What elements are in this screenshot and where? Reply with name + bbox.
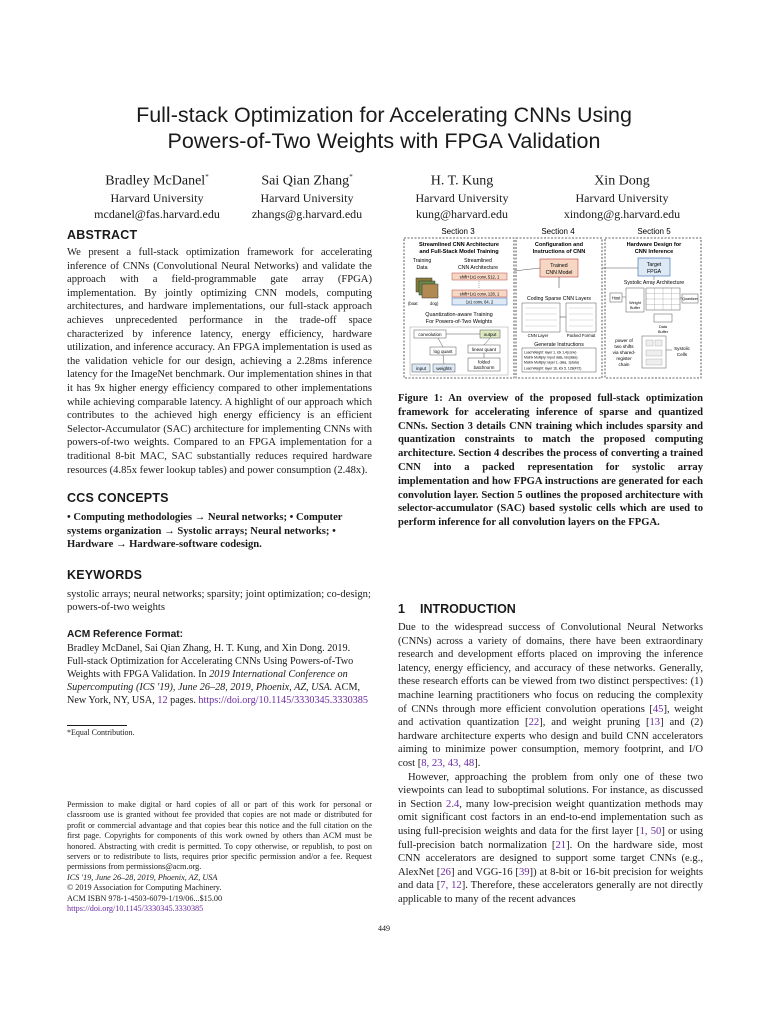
acm-reference-text: Bradley McDanel, Sai Qian Zhang, H. T. Kung, and Xin Dong. 2019. Full-stack Optimization for Accelerating CNNs Using Powers-of-Two Weights with FPGA Validation. In 2019 International Conference on Supercomputing (ICS '19), June 26–28, 2019, Phoenix, AZ, USA. ACM, New York, NY, USA, 12 pages. https://doi.org/10.1145/3330345.3330385: [67, 643, 368, 707]
acm-reference-heading: ACM Reference Format:: [67, 629, 184, 641]
author-block: [72, 169, 242, 222]
data-buffer-box: [654, 314, 672, 322]
instruction-line: Load Weight: layer 1, idx 1,4(conv): [524, 350, 577, 355]
cnn-layer-matrix: [522, 303, 560, 332]
citation-link[interactable]: 39: [518, 866, 530, 878]
paper-title: [60, 102, 708, 154]
s3-training-label-1: Training: [412, 258, 432, 264]
s3-dog-label: dog): [430, 301, 439, 306]
footnote-block: [67, 725, 372, 738]
s5-cells-label-2: Cells: [676, 352, 688, 357]
permission-copyright: © 2019 Association for Computing Machinery.: [67, 883, 222, 893]
s3-input-label: input: [416, 366, 426, 371]
s5-weight-buffer-2: Buffer: [629, 306, 641, 310]
author-block: [222, 169, 392, 222]
figure-1: [398, 226, 703, 381]
flow-arrow: [484, 338, 490, 345]
citation-link[interactable]: 21: [555, 839, 567, 851]
intro-paragraph-1: Due to the widespread success of Convolutional Neural Networks (CNNs) across a variety of domains, there have been extraordinary research and development efforts placed on improving the inference latency, energy efficiency, and accuracy of these networks. Generally, these research efforts can be viewed from two distinct perspectives: (1) machine learning practitioners who focus on reducing the complexity of CNNs through more efficient convolution operations [45], weight and activation quantization [22], and weight pruning [13] and (2) hardware architecture experts who design and build CNN accelerators aiming to minimize power consumption, memory footprint, and I/O cost [8, 23, 43, 48].: [398, 622, 704, 769]
permission-venue: ICS '19, June 26–28, 2019, Phoenix, AZ, USA: [67, 872, 218, 882]
introduction-heading: [398, 602, 703, 616]
author-affiliation: Harvard University: [415, 190, 509, 205]
s3-weights-label: weights: [436, 366, 452, 371]
s5-data-buffer-2: Buffer: [657, 330, 669, 334]
ccs-text: • Computing methodologies → Neural networks; • Computer systems organization → Systolic arrays; Neural networks; • Hardware → Hardware-software codesign.: [67, 512, 343, 551]
keywords-heading: KEYWORDS: [67, 567, 143, 582]
s5-target-label-1: Target: [646, 262, 662, 268]
author-name: Sai Qian Zhang: [261, 173, 350, 189]
footnote-text: *Equal Contribution.: [67, 728, 135, 738]
section-title: INTRODUCTION: [420, 602, 516, 616]
title-line-2: Powers-of-Two Weights with FPGA Validation: [167, 129, 601, 153]
packed-format-matrix: [566, 303, 596, 332]
citation-link[interactable]: 22: [528, 717, 540, 729]
citation-link[interactable]: 8, 23, 43, 48: [421, 757, 475, 769]
s4-generate-label: Generate Instructions: [534, 342, 584, 348]
s5-weight-buffer-1: Weight: [629, 301, 641, 305]
s5-power-label: via shared-: [612, 350, 636, 355]
instruction-line: Matrix Multiply: layer 1, data, 1(data): [524, 360, 579, 365]
citation-link[interactable]: 26: [440, 866, 451, 878]
register-icon: [655, 340, 662, 346]
author-affiliation: Harvard University: [575, 190, 669, 205]
s5-target-label-2: FPGA: [646, 269, 662, 275]
section-number: 1: [398, 602, 405, 616]
intro-paragraph-2: However, approaching the problem from only one of these two viewpoints can lead to suboptimal solutions. For instance, as discussed in Section 2.4, many low-precision weight quantization methods may omit significant cost factors in an end-to-end implementation such as using full-precision weights and data for the first layer [1, 50] or using full-precision batch normalization [21]. On the hardware side, most CNN accelerators are designed to support some target CNNs (e.g., AlexNet [26] and VGG-16 [39]) at 8-bit or 16-bit precision for weights and data [7, 12]. Therefore, these accelerators generally are not directly applicable to many of the recent advances: [398, 771, 704, 905]
overview-diagram: [398, 226, 703, 381]
citation-link[interactable]: 45: [652, 703, 664, 715]
permission-block: [67, 800, 372, 914]
layer-label: shift+1x1 conv, 128, 1: [459, 291, 500, 297]
s4-packed-label: Packed Format: [566, 333, 596, 338]
s5-data-buffer-1: Data: [658, 325, 668, 329]
equal-contribution-mark: *: [205, 173, 209, 181]
s3-folded-label-2: batchnorm: [473, 365, 495, 370]
instruction-line: Matrix Multiply: input data, idx(data): [524, 355, 578, 360]
permission-doi-link[interactable]: https://doi.org/10.1145/3330345.3330385: [67, 904, 204, 914]
page-count-link[interactable]: 12: [157, 695, 168, 707]
selector-icon: [646, 350, 662, 356]
s4-coding-label: Coding Sparse CNN Layers: [526, 296, 592, 302]
s4-title-line-1: Configuration and: [534, 242, 584, 248]
acm-reference: [67, 629, 372, 707]
author-email: xindong@g.harvard.edu: [563, 206, 681, 221]
accumulator-icon: [646, 359, 662, 365]
section-4-label: Section 4: [541, 227, 575, 236]
flow-arrow: [514, 268, 540, 271]
author-affiliation: Harvard University: [110, 190, 204, 205]
s3-folded-label-1: folded: [478, 359, 490, 365]
citation-link[interactable]: 7, 12: [440, 880, 462, 892]
s5-power-label: power of: [615, 338, 633, 343]
footnote-rule: [67, 725, 127, 726]
doi-link[interactable]: https://doi.org/10.1145/3330345.3330385: [198, 695, 368, 707]
s5-host-label: Host: [611, 295, 621, 301]
s3-output-label: output: [483, 332, 497, 337]
introduction-section: [398, 602, 703, 906]
abstract-heading: ABSTRACT: [67, 228, 138, 242]
s5-title-line-1: Hardware Design for: [626, 242, 682, 248]
s3-quant-label-2: For Powers-of-Two Weights: [425, 319, 493, 325]
s3-boat-label: (boat: [408, 301, 418, 306]
s3-linear-quant-label: linear quant: [471, 347, 497, 352]
abstract-text: We present a full-stack optimization framework for accelerating inference of CNNs (Convolutional Neural Networks) and validate the approach with a field-programmable gate array (FPGA) implementation. By jointly optimizing CNN models, computing architectures, and hardware implementations, our full-stack approach achieves unprecedented performance in the trade-off space characterized by inference latency, energy efficiency, hardware utilization, and inference accuracy. An FPGA implementation is used as the validation vehicle for our design, achieving a 2.28ms inference latency for the ImageNet benchmark. Our implementation shines in that it has 9x higher energy efficiency compared to other implementations while achieving comparable latency. A highlight of our approach which contributes to the achieved high energy efficiency is an efficient Selector-Accumulator (SAC) architecture for implementing CNNs with powers-of-two weights. Compared to an FPGA implementation for a traditional 8-bit MAC, SAC substantially reduces required hardware resources (4.85x fewer lookup tables) and power consumption (2.48x).: [67, 247, 372, 476]
figure-caption-block: [398, 392, 703, 530]
equal-contribution-mark: *: [349, 173, 353, 181]
s4-trained-label-2: CNN Model: [545, 270, 573, 276]
training-image-icon: [422, 284, 438, 298]
page-number: 449: [378, 924, 390, 933]
s5-power-label: register: [616, 356, 632, 361]
left-column: [67, 228, 372, 738]
register-icon: [646, 340, 653, 346]
keywords-text: systolic arrays; neural networks; sparsity; joint optimization; co-design; powers-of-two weights: [67, 588, 371, 614]
author-name: H. T. Kung: [430, 173, 494, 189]
figure-caption: Figure 1: An overview of the proposed full-stack optimization framework for accelerating inference of sparse and quantized CNNs. Section 3 details CNN training which includes sparsity and quantization constraints to match the proposed computing architecture. Section 4 describes the process of converting a trained CNN into a packed representation for systolic array implementation and how FPGA instructions are generated for each convolution layer. Section 5 outlines the proposed architecture with selector-accumulator (SAC) based systolic cells which are used to perform inference for all convolution layers on the FPGA.: [398, 393, 703, 529]
permission-isbn: ACM ISBN 978-1-4503-6079-1/19/06...$15.00: [67, 893, 223, 903]
citation-link[interactable]: 1, 50: [639, 825, 662, 837]
author-name: Xin Dong: [594, 173, 650, 189]
s3-streamlined-label-2: CNN Architecture: [457, 265, 499, 271]
instruction-line: Load Weight: layer 16, idx 5, 128(472): [524, 366, 582, 371]
author-block: [537, 169, 707, 222]
s3-convolution-label: convolution: [418, 332, 442, 337]
permission-text: Permission to make digital or hard copies of all or part of this work for personal or classroom use is granted without fee provided that copies are not made or distributed for profit or commercial advantage and that copies bear this notice and the full citation on the first page. Copyrights for components of this work owned by others than ACM must be honored. Abstracting with credit is permitted. To copy otherwise, or republish, to post on servers or to redistribute to lists, requires prior specific permission and/or a fee. Request permissions from permissions@acm.org.: [67, 800, 372, 872]
s5-title-line-2: CNN Inference: [634, 249, 674, 255]
s5-quantizer-label: Quantizer: [682, 297, 698, 301]
s4-trained-label-1: Trained: [550, 263, 568, 269]
s3-quant-label-1: Quantization-aware Training: [425, 312, 493, 318]
citation-link[interactable]: 13: [649, 717, 661, 729]
title-line-1: Full-stack Optimization for Accelerating CNNs Using: [136, 103, 632, 127]
author-block: [377, 169, 547, 222]
s3-training-label-2: Data: [416, 265, 428, 271]
s3-title-line-1: Streamlined CNN Architecture: [419, 242, 499, 248]
s3-log-quant-label: log quant: [433, 349, 453, 354]
s4-title-line-2: Instructions of CNN: [532, 249, 586, 255]
s5-power-label: chain: [618, 362, 630, 367]
s5-cells-label-1: Systolic: [674, 346, 690, 351]
s3-streamlined-label-1: Streamlined: [464, 258, 492, 264]
author-email: zhangs@g.harvard.edu: [251, 206, 363, 221]
layer-label: 1x1 conv, 64, 2: [465, 299, 494, 305]
author-affiliation: Harvard University: [260, 190, 354, 205]
s5-systolic-label: Systolic Array Architecture: [623, 280, 685, 286]
s4-cnn-layer-label: CNN Layer: [527, 333, 549, 338]
author-name: Bradley McDanel: [105, 173, 206, 189]
acm-reference-venue: 2019 International Conference on Supercomputing (ICS '19), June 26–28, 2019, Phoenix, AZ, USA.: [67, 669, 348, 694]
s3-title-line-2: and Full-Stack Model Training: [419, 249, 499, 255]
section-link[interactable]: 2.4: [446, 798, 460, 810]
author-email: mcdanel@fas.harvard.edu: [94, 206, 220, 221]
flow-arrow: [443, 355, 444, 364]
author-email: kung@harvard.edu: [415, 206, 509, 221]
section-5-label: Section 5: [637, 227, 671, 236]
ccs-heading: CCS CONCEPTS: [67, 491, 169, 506]
s5-power-label: two shifts: [614, 344, 634, 349]
layer-label: shift+1x1 conv, 512, 1: [459, 274, 500, 280]
flow-arrow: [438, 338, 443, 347]
section-3-label: Section 3: [441, 227, 475, 236]
